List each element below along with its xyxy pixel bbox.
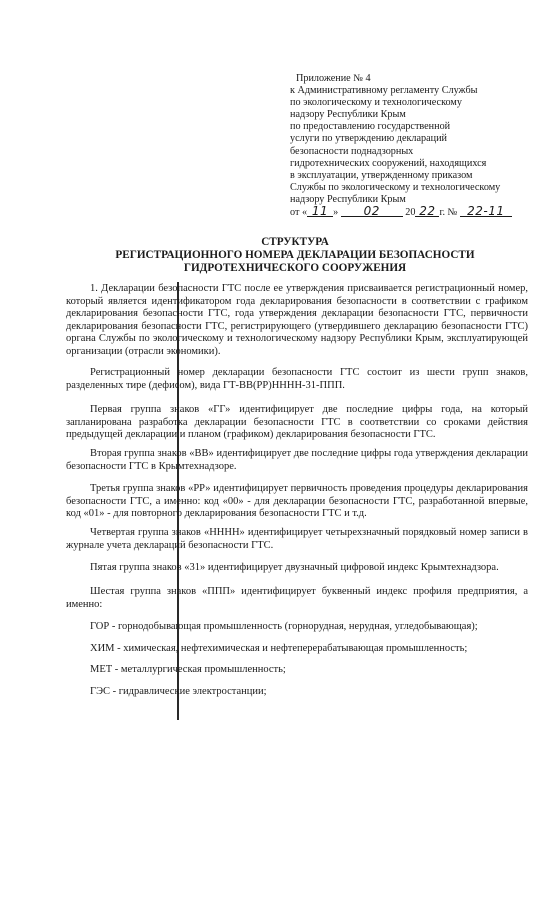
doc-title-line1: СТРУКТУРА [261, 236, 329, 248]
appendix-line: услуги по утверждению деклараций [290, 133, 448, 145]
date-close: » [333, 207, 339, 219]
paragraph-3: Первая группа знаков «ГГ» идентифицирует две последние цифры года, на который запланирована разработка декларации безопасности ГТС в соответствии со сроками действия предыдущей декларации и планом (графиком) декларирования безопасности ГТС. [66, 404, 528, 441]
appendix-line: безопасности поднадзорных [290, 145, 414, 157]
date-prefix: от « [290, 207, 308, 219]
paragraph-7: Пятая группа знаков «31» идентифицирует двузначный цифровой индекс Крымтехнадзора. [90, 562, 499, 573]
appendix-header [290, 73, 552, 219]
list-item-gor: ГОР - горнодобывающая промышленность (горнорудная, нерудная, угледобывающая); [90, 621, 478, 632]
appendix-line: надзору Республики Крым [290, 193, 406, 205]
appendix-date-line [290, 206, 552, 219]
paragraph-1: 1. Декларации безопасности ГТС после ее утверждения присваивается регистрационный номер, который является идентификатором года декларирования безопасности в соответствии с графиком декларирования безопасности ГТС, года утверждения декларации безопасности ГТС, первичности декларирования безопасности ГТС, регистрирующего (утвердившего декларацию безопасности ГТС) органа Службы по экологическому и технологическому надзору Республики Крым, эксплуатирующей организации (отрасли экономики). [66, 283, 528, 357]
date-day: 11 [307, 206, 333, 217]
appendix-line: Приложение № 4 [296, 73, 371, 84]
date-year-suffix: г. № [439, 207, 458, 219]
appendix-line: Службы по экологическому и технологическому [290, 181, 501, 193]
date-month: 02 [341, 206, 403, 217]
appendix-line: гидротехнических сооружений, находящихся [290, 157, 487, 169]
paragraph-2: Регистрационный номер декларации безопасности ГТС состоит из шести групп знаков, разделенных тире (дефисом), вида ГТ-ВВ(РР)НННН-31-ППП. [66, 367, 528, 391]
date-year: 22 [415, 206, 439, 217]
paragraph-5: Третья группа знаков «РР» идентифицирует первичность проведения процедуры декларирования безопасности ГТС, а именно: код «00» - для декларации безопасности ГТС, разработанной впервые, код «01» - для повторного декларирования безопасности ГТС и т.д. [66, 483, 528, 520]
appendix-line: к Административному регламенту Службы [290, 85, 478, 97]
appendix-line: по предоставлению государственной [290, 121, 451, 133]
appendix-line: по экологическому и технологическому [290, 97, 462, 109]
date-year-prefix: 20 [405, 207, 416, 219]
paragraph-6: Четвертая группа знаков «НННН» идентифицирует четырехзначный порядковый номер записи в журнале учета деклараций безопасности ГТС. [66, 527, 528, 551]
doc-title-line2: РЕГИСТРАЦИОННОГО НОМЕРА ДЕКЛАРАЦИИ БЕЗОПАСНОСТИ [115, 249, 475, 261]
appendix-line: надзору Республики Крым [290, 109, 406, 121]
list-item-him: ХИМ - химическая, нефтехимическая и нефтеперерабатывающая промышленность; [90, 643, 468, 654]
document-number: 22-11 [460, 206, 512, 217]
paragraph-8: Шестая группа знаков «ППП» идентифицирует буквенный индекс профиля предприятия, а именно: [66, 586, 528, 610]
appendix-line: в эксплуатации, утвержденному приказом [290, 169, 473, 181]
list-item-met: МЕТ - металлургическая промышленность; [90, 664, 286, 675]
doc-title-line3: ГИДРОТЕХНИЧЕСКОГО СООРУЖЕНИЯ [183, 262, 407, 274]
list-item-ges: ГЭС - гидравлические электростанции; [90, 686, 267, 697]
paragraph-4: Вторая группа знаков «ВВ» идентифицирует две последние цифры года утверждения декларации безопасности ГТС в Крымтехнадзоре. [66, 448, 528, 472]
